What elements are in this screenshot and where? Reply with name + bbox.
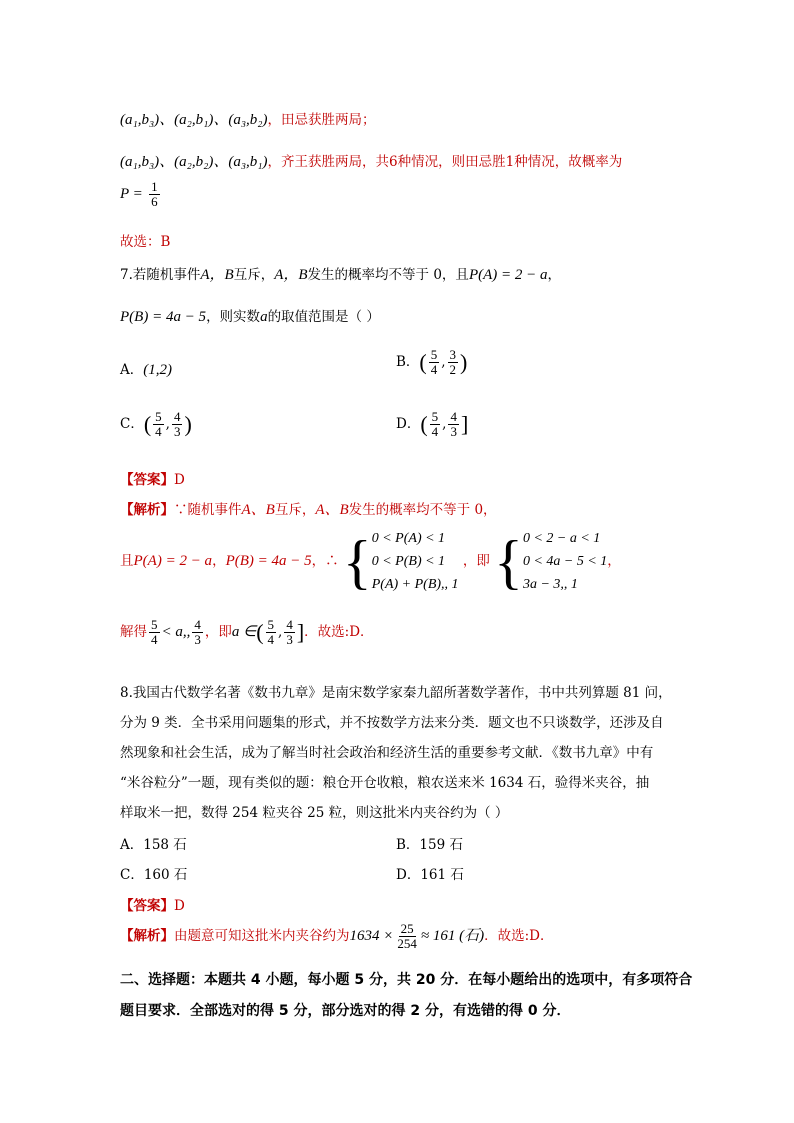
- q7-analysis-2c: ，: [212, 553, 226, 569]
- q6-prob-num: 1: [151, 179, 158, 194]
- q6-answer: 故选：B: [120, 234, 171, 250]
- q6-probability: [120, 180, 162, 209]
- q8-analysis-frac: [395, 922, 419, 951]
- q8-analysis-label: 【解析】: [120, 928, 174, 944]
- q7-option-c-rparen: ): [184, 411, 192, 437]
- q7-option-d-lparen: (: [420, 411, 428, 437]
- q7-stem-1c: 互斥，: [233, 267, 275, 283]
- q7-analysis-n1: 5: [151, 617, 158, 632]
- q7-analysis-n4: 4: [286, 617, 293, 632]
- q7-analysis-frac-2: [192, 618, 203, 647]
- q7-analysis-3a: 解得: [120, 624, 147, 640]
- q8-analysis-den: 254: [397, 936, 417, 951]
- q7-analysis-2g: ，: [607, 553, 621, 569]
- q7-option-b-n1: 5: [430, 347, 438, 362]
- q7-analysis-2f: ，即: [462, 553, 490, 569]
- q8-option-a: A．158 石: [120, 837, 187, 853]
- q7-stem-2b: ，则实数: [206, 309, 261, 325]
- q7-analysis-frac-1: [149, 618, 160, 647]
- q7-analysis-frac-3: [266, 618, 277, 647]
- q8-stem-line-4: “米谷粒分”一题，现有类似的题：粮仓开仓收粮，粮农送来米 1634 石，验得米夹谷，抽: [120, 775, 650, 791]
- q7-option-c: [120, 410, 192, 439]
- q7-option-b-label: B．: [396, 354, 420, 370]
- q7-analysis-1b: A、B: [241, 502, 275, 518]
- q7-analysis-label: 【解析】: [120, 502, 174, 518]
- q8-stem-line-2: 分为 9 类．全书采用问题集的形式，并不按数学方法来分类．题文也不只谈数学，还涉及自: [120, 715, 664, 731]
- q7-analysis-1e: 发生的概率均不等于 0，: [348, 502, 497, 518]
- q7-stem-1g: ，: [547, 267, 561, 283]
- q7-option-c-d2: 3: [173, 424, 181, 439]
- q7-option-b-comma: ,: [441, 354, 446, 370]
- q7-system-1-row-3: P(A) + P(B),, 1: [371, 577, 459, 592]
- q7-option-c-frac-2: [172, 410, 183, 439]
- q8-option-d: D．161 石: [396, 867, 464, 883]
- q7-system-2-row-3: 3a − 3,, 1: [522, 577, 578, 592]
- q7-option-b-n2: 3: [449, 347, 457, 362]
- q8-answer: [120, 894, 185, 914]
- q7-option-c-n2: 4: [173, 409, 181, 424]
- q7-option-b: [396, 348, 467, 377]
- q7-analysis-frac-4: [284, 618, 295, 647]
- q7-option-d-d1: 4: [431, 424, 439, 439]
- q7-analysis-3d: a ∈: [231, 624, 257, 640]
- q7-stem-1f: P(A) = 2 − a: [468, 267, 548, 283]
- q6-outcome-math-1: (a₁,b₃)、(a₂,b₁)、(a₃,b₂): [120, 112, 268, 128]
- q7-answer-value: D: [174, 472, 185, 488]
- q7-analysis-2a: 且: [120, 553, 134, 569]
- q8-stem: [120, 678, 672, 828]
- q7-answer-label: 【答案】: [120, 472, 174, 488]
- q7-analysis-3e: ．故选:D．: [304, 624, 374, 640]
- q7-option-c-n1: 5: [155, 409, 162, 424]
- q7-analysis-1c: 互斥，: [274, 502, 316, 518]
- q8-stem-line-5: 样取米一把，数得 254 粒夹谷 25 粒，则这批米内夹谷约为（ ）: [120, 805, 509, 821]
- q7-analysis-line-1: [120, 498, 497, 519]
- q7-option-c-comma: ,: [165, 416, 170, 432]
- q7-analysis-d1: 4: [151, 632, 158, 647]
- q8-option-c: C．160 石: [120, 867, 188, 883]
- q7-option-a-label: A．: [120, 362, 144, 378]
- q7-stem-2d: 的取值范围是（ ）: [267, 309, 380, 325]
- brace-icon: {: [342, 528, 372, 595]
- q7-option-b-rparen: ): [460, 349, 468, 375]
- q8-option-b: B．159 石: [396, 837, 463, 853]
- q7-option-c-d1: 4: [155, 424, 162, 439]
- q6-outcome-math-2: (a₁,b₃)、(a₂,b₂)、(a₃,b₁): [120, 154, 268, 170]
- q7-option-d-frac-2: [448, 410, 459, 439]
- q7-option-d-rbracket: ]: [460, 411, 469, 437]
- q8-analysis-e: ．故选:D．: [484, 928, 554, 944]
- q7-option-d-comma: ,: [442, 416, 447, 432]
- q7-analysis-1a: ∵随机事件: [174, 502, 242, 518]
- q7-analysis-2d: P(B) = 4a − 5: [225, 553, 312, 569]
- q7-system-1: [343, 527, 459, 596]
- q7-stem-1e: 发生的概率均不等于 0，且: [307, 267, 469, 283]
- q7-option-b-lparen: (: [419, 349, 427, 375]
- q8-analysis: [120, 922, 553, 951]
- q7-option-a-value: (1,2): [143, 362, 172, 378]
- q7-stem-2a: P(B) = 4a − 5: [120, 309, 207, 325]
- q8-answer-value: D: [174, 898, 185, 914]
- q8-analysis-num: 25: [400, 921, 414, 936]
- q7-stem-1a: 7.若随机事件: [120, 267, 201, 283]
- q7-analysis-1d: A、B: [315, 502, 349, 518]
- q7-analysis-n3: 5: [267, 617, 275, 632]
- q7-analysis-n2: 4: [194, 617, 201, 632]
- q7-option-a: [120, 358, 172, 379]
- q7-option-c-label: C．: [120, 416, 144, 432]
- q7-option-d-frac-1: [430, 410, 441, 439]
- section-2-line-1: 二、选择题：本题共 4 小题，每小题 5 分，共 20 分．在每小题给出的选项中，有多项符合: [120, 972, 693, 988]
- q7-analysis-2b: P(A) = 2 − a: [133, 553, 213, 569]
- q6-prob-fraction: [149, 180, 160, 209]
- q8-stem-line-3: 然现象和社会生活，成为了解当时社会政治和经济生活的重要参考文献．《数书九章》中有: [120, 745, 654, 761]
- q7-stem-1d: A，B: [274, 267, 308, 283]
- q8-analysis-a: 由题意可知这批米内夹谷约为: [174, 928, 350, 944]
- q7-option-d-label: D．: [396, 416, 421, 432]
- q7-analysis-d3: 4: [267, 632, 275, 647]
- section-2-line-2: 题目要求．全部选对的得 5 分，部分选对的得 2 分，有选错的得 0 分．: [120, 1003, 571, 1019]
- q6-outcome-text-2: ，齐王获胜两局，共6种情况，则田忌胜1种情况，故概率为: [267, 154, 623, 170]
- section-2-heading: [120, 965, 692, 1027]
- q7-stem-2c: a: [260, 309, 268, 325]
- q7-stem-line-2: [120, 305, 380, 326]
- q7-answer: [120, 468, 185, 488]
- q8-analysis-b: 1634 ×: [349, 928, 394, 944]
- q7-option-d-d2: 3: [450, 424, 457, 439]
- q7-option-d-n2: 4: [450, 409, 457, 424]
- q8-analysis-c: ≈ 161 (石): [420, 928, 485, 944]
- q7-analysis-line-2: [120, 527, 621, 596]
- q7-system-2: [494, 527, 607, 596]
- q7-system-1-row-2: 0 < P(B) < 1: [371, 554, 446, 569]
- q7-system-1-row-1: 0 < P(A) < 1: [371, 531, 446, 546]
- q7-option-b-d1: 4: [430, 362, 438, 377]
- q6-outcome-line-2: [120, 150, 622, 171]
- q7-option-b-d2: 2: [449, 362, 457, 377]
- q7-analysis-2e: ，∴: [311, 553, 339, 569]
- q7-stem-1b: A，B: [200, 267, 234, 283]
- q7-analysis-lparen: (: [256, 619, 264, 645]
- q7-analysis-3c: ，即: [204, 624, 232, 640]
- q6-prob-lhs: P =: [120, 186, 143, 202]
- q7-stem-line-1: [120, 263, 561, 284]
- q7-analysis-d2: 3: [194, 632, 201, 647]
- q7-option-c-lparen: (: [143, 411, 152, 437]
- q7-option-d: [396, 410, 468, 439]
- q7-analysis-rbracket: ]: [296, 619, 305, 645]
- q7-option-b-frac-1: [429, 348, 440, 377]
- q8-stem-line-1: 8.我国古代数学名著《数书九章》是南宋数学家秦九韶所著数学著作，书中共列算题 81 问，: [120, 685, 672, 701]
- q7-analysis-3b: < a,,: [161, 624, 191, 640]
- q7-system-2-row-2: 0 < 4a − 5 < 1: [522, 554, 608, 569]
- q6-prob-den: 6: [151, 194, 158, 209]
- q7-analysis-d4: 3: [286, 632, 293, 647]
- q7-analysis-line-3: [120, 618, 374, 647]
- q7-analysis-comma: ,: [278, 624, 283, 640]
- q6-outcome-text-1: ，田忌获胜两局；: [267, 112, 376, 128]
- q8-answer-label: 【答案】: [120, 898, 174, 914]
- q7-option-b-frac-2: [448, 348, 459, 377]
- q7-option-c-frac-1: [153, 410, 164, 439]
- q7-option-d-n1: 5: [431, 409, 439, 424]
- q6-outcome-line-1: [120, 108, 376, 129]
- brace-icon: {: [494, 528, 523, 595]
- q7-system-2-row-1: 0 < 2 − a < 1: [522, 531, 601, 546]
